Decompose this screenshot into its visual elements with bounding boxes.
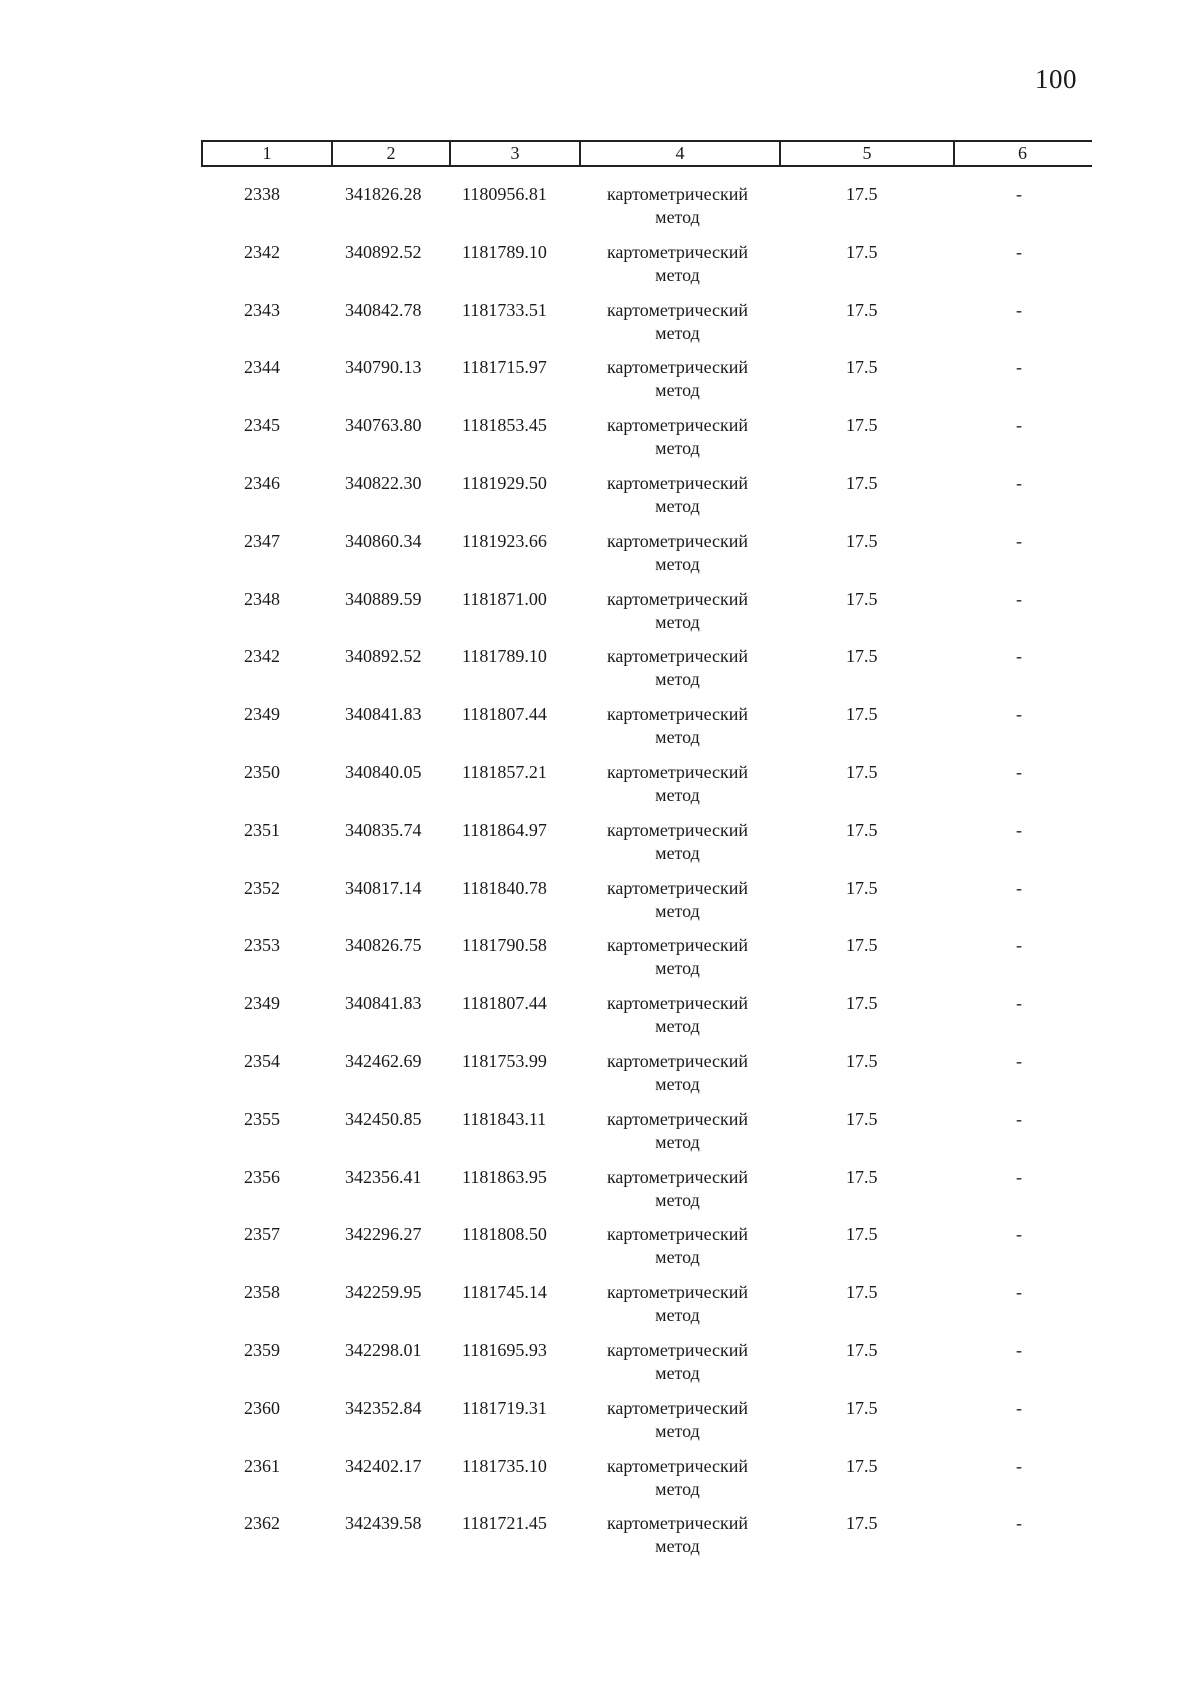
- method-cell: [595, 1223, 760, 1269]
- method-line-2: метод: [655, 380, 700, 401]
- method-line-2: метод: [655, 1420, 700, 1441]
- table-row: [0, 877, 1200, 935]
- table-row: [0, 645, 1200, 703]
- y-coordinate-cell: 1181808.50: [462, 1224, 547, 1245]
- x-coordinate-cell: 340817.14: [345, 877, 422, 898]
- y-coordinate-cell: 1181719.31: [462, 1397, 547, 1418]
- method-line-2: метод: [655, 438, 700, 459]
- table-row: [0, 703, 1200, 761]
- note-cell: -: [1016, 935, 1022, 956]
- table-row: [0, 414, 1200, 472]
- method-line-2: метод: [655, 264, 700, 285]
- method-line-1: картометрический: [606, 704, 749, 725]
- y-coordinate-cell: 1181843.11: [462, 1108, 547, 1129]
- row-id-cell: 2348: [244, 588, 280, 609]
- table-row: [0, 530, 1200, 588]
- table-row: [0, 588, 1200, 646]
- note-cell: -: [1016, 299, 1022, 320]
- x-coordinate-cell: 342450.85: [345, 1108, 422, 1129]
- note-cell: -: [1016, 415, 1022, 436]
- method-line-1: картометрический: [606, 993, 749, 1014]
- method-line-1: картометрический: [606, 1455, 749, 1476]
- y-coordinate-cell: 1181789.10: [462, 646, 547, 667]
- method-line-2: метод: [655, 1305, 700, 1326]
- x-coordinate-cell: 340860.34: [345, 530, 422, 551]
- table-row: [0, 356, 1200, 414]
- y-coordinate-cell: 1181807.44: [462, 704, 547, 725]
- precision-cell: 17.5: [846, 588, 878, 609]
- x-coordinate-cell: 340842.78: [345, 299, 422, 320]
- x-coordinate-cell: 340840.05: [345, 761, 422, 782]
- precision-cell: 17.5: [846, 1166, 878, 1187]
- note-cell: -: [1016, 993, 1022, 1014]
- method-line-1: картометрический: [606, 415, 749, 436]
- y-coordinate-cell: 1181789.10: [462, 241, 547, 262]
- x-coordinate-cell: 342356.41: [345, 1166, 422, 1187]
- method-cell: [595, 1455, 760, 1501]
- table-header: [201, 140, 1092, 167]
- method-line-1: картометрический: [606, 1166, 749, 1187]
- x-coordinate-cell: 342296.27: [345, 1224, 422, 1245]
- x-coordinate-cell: 341826.28: [345, 184, 422, 204]
- note-cell: -: [1016, 1166, 1022, 1187]
- row-id-cell: 2342: [244, 646, 280, 667]
- precision-cell: 17.5: [846, 415, 878, 436]
- method-line-1: картометрический: [606, 819, 749, 840]
- precision-cell: 17.5: [846, 1397, 878, 1418]
- table-row: [0, 1223, 1200, 1281]
- table-row: [0, 1397, 1200, 1455]
- method-cell: [595, 530, 760, 576]
- x-coordinate-cell: 340835.74: [345, 819, 422, 840]
- method-line-2: метод: [655, 958, 700, 979]
- method-line-2: метод: [655, 1478, 700, 1499]
- method-line-1: картометрический: [606, 1339, 749, 1360]
- method-line-1: картометрический: [606, 935, 749, 956]
- method-line-2: метод: [655, 1131, 700, 1152]
- table-row: [0, 1050, 1200, 1108]
- row-id-cell: 2354: [244, 1050, 280, 1071]
- precision-cell: 17.5: [846, 1339, 878, 1360]
- table-body: [0, 183, 1200, 1570]
- x-coordinate-cell: 340889.59: [345, 588, 422, 609]
- x-coordinate-cell: 340826.75: [345, 935, 422, 956]
- note-cell: -: [1016, 1224, 1022, 1245]
- precision-cell: 17.5: [846, 993, 878, 1014]
- table-row: [0, 299, 1200, 357]
- page-number: 100: [1035, 64, 1077, 94]
- x-coordinate-cell: 340822.30: [345, 472, 422, 493]
- row-id-cell: 2347: [244, 530, 280, 551]
- y-coordinate-cell: 1181853.45: [462, 415, 547, 436]
- table-row: [0, 1166, 1200, 1224]
- precision-cell: 17.5: [846, 299, 878, 320]
- method-cell: [595, 703, 760, 749]
- precision-cell: 17.5: [846, 1224, 878, 1245]
- y-coordinate-cell: 1181871.00: [462, 588, 547, 609]
- row-id-cell: 2346: [244, 472, 280, 493]
- method-line-2: метод: [655, 669, 700, 690]
- row-id-cell: 2352: [244, 877, 280, 898]
- note-cell: -: [1016, 241, 1022, 262]
- y-coordinate-cell: 1181695.93: [462, 1339, 547, 1360]
- precision-cell: 17.5: [846, 1282, 878, 1303]
- method-cell: [595, 645, 760, 691]
- y-coordinate-cell: 1180956.81: [462, 184, 547, 204]
- y-coordinate-cell: 1181864.97: [462, 819, 547, 840]
- header-cell-1: 1: [262, 143, 272, 163]
- x-coordinate-cell: 342259.95: [345, 1282, 422, 1303]
- method-line-1: картометрический: [606, 1397, 749, 1418]
- table-row: [0, 992, 1200, 1050]
- note-cell: -: [1016, 1282, 1022, 1303]
- method-line-2: метод: [655, 1189, 700, 1210]
- method-line-2: метод: [655, 1247, 700, 1268]
- y-coordinate-cell: 1181721.45: [462, 1513, 547, 1534]
- table-row: [0, 934, 1200, 992]
- row-id-cell: 2345: [244, 415, 280, 436]
- y-coordinate-cell: 1181807.44: [462, 993, 547, 1014]
- x-coordinate-cell: 342462.69: [345, 1050, 422, 1071]
- note-cell: -: [1016, 530, 1022, 551]
- precision-cell: 17.5: [846, 472, 878, 493]
- method-cell: [595, 1281, 760, 1327]
- table-row: [0, 183, 1200, 241]
- method-line-2: метод: [655, 1536, 700, 1557]
- y-coordinate-cell: 1181790.58: [462, 935, 547, 956]
- header-cell-2: 2: [331, 142, 449, 165]
- method-cell: [595, 761, 760, 807]
- note-cell: -: [1016, 704, 1022, 725]
- x-coordinate-cell: 340841.83: [345, 704, 422, 725]
- method-line-2: метод: [655, 727, 700, 748]
- method-cell: [595, 1166, 760, 1212]
- method-cell: [595, 1512, 760, 1558]
- y-coordinate-cell: 1181715.97: [462, 357, 547, 378]
- row-id-cell: 2343: [244, 299, 280, 320]
- method-cell: [595, 877, 760, 923]
- row-id-cell: 2356: [244, 1166, 280, 1187]
- method-cell: [595, 588, 760, 634]
- method-line-2: метод: [655, 495, 700, 516]
- method-cell: [595, 934, 760, 980]
- precision-cell: 17.5: [846, 704, 878, 725]
- table-row: [0, 472, 1200, 530]
- row-id-cell: 2358: [244, 1282, 280, 1303]
- note-cell: -: [1016, 761, 1022, 782]
- method-cell: [595, 183, 760, 229]
- header-cell-4: 4: [579, 142, 779, 165]
- table-row: [0, 1455, 1200, 1513]
- x-coordinate-cell: 342439.58: [345, 1513, 422, 1534]
- method-cell: [595, 819, 760, 865]
- precision-cell: 17.5: [846, 530, 878, 551]
- note-cell: -: [1016, 1108, 1022, 1129]
- row-id-cell: 2344: [244, 357, 280, 378]
- precision-cell: 17.5: [846, 1108, 878, 1129]
- note-cell: -: [1016, 646, 1022, 667]
- y-coordinate-cell: 1181745.14: [462, 1282, 547, 1303]
- method-line-1: картометрический: [606, 241, 749, 262]
- method-cell: [595, 356, 760, 402]
- y-coordinate-cell: 1181735.10: [462, 1455, 547, 1476]
- precision-cell: 17.5: [846, 761, 878, 782]
- method-line-2: метод: [655, 322, 700, 343]
- precision-cell: 17.5: [846, 1513, 878, 1534]
- method-line-2: метод: [655, 611, 700, 632]
- row-id-cell: 2350: [244, 761, 280, 782]
- row-id-cell: 2349: [244, 704, 280, 725]
- header-cell-6: 6: [953, 142, 1090, 165]
- method-line-1: картометрический: [606, 530, 749, 551]
- table-row: [0, 1108, 1200, 1166]
- method-line-1: картометрический: [606, 588, 749, 609]
- table-row: [0, 761, 1200, 819]
- method-line-1: картометрический: [606, 761, 749, 782]
- row-id-cell: 2357: [244, 1224, 280, 1245]
- table-row: [0, 241, 1200, 299]
- row-id-cell: 2349: [244, 993, 280, 1014]
- row-id-cell: 2362: [244, 1513, 280, 1534]
- method-line-1: картометрический: [606, 1282, 749, 1303]
- method-line-1: картометрический: [606, 1108, 749, 1129]
- method-line-1: картометрический: [606, 357, 749, 378]
- precision-cell: 17.5: [846, 241, 878, 262]
- method-cell: [595, 472, 760, 518]
- x-coordinate-cell: 340790.13: [345, 357, 422, 378]
- method-line-1: картометрический: [606, 1224, 749, 1245]
- method-line-1: картометрический: [606, 299, 749, 320]
- precision-cell: 17.5: [846, 1455, 878, 1476]
- note-cell: -: [1016, 184, 1022, 204]
- row-id-cell: 2353: [244, 935, 280, 956]
- y-coordinate-cell: 1181857.21: [462, 761, 547, 782]
- precision-cell: 17.5: [846, 819, 878, 840]
- x-coordinate-cell: 342352.84: [345, 1397, 422, 1418]
- x-coordinate-cell: 340763.80: [345, 415, 422, 436]
- note-cell: -: [1016, 357, 1022, 378]
- method-cell: [595, 299, 760, 345]
- row-id-cell: 2355: [244, 1108, 280, 1129]
- note-cell: -: [1016, 588, 1022, 609]
- method-line-1: картометрический: [606, 1050, 749, 1071]
- row-id-cell: 2338: [244, 184, 280, 204]
- x-coordinate-cell: 340841.83: [345, 993, 422, 1014]
- table-row: [0, 1339, 1200, 1397]
- method-line-2: метод: [655, 1016, 700, 1037]
- table-row: [0, 1281, 1200, 1339]
- note-cell: -: [1016, 1455, 1022, 1476]
- method-cell: [595, 241, 760, 287]
- method-line-1: картометрический: [606, 184, 749, 204]
- y-coordinate-cell: 1181929.50: [462, 472, 547, 493]
- method-cell: [595, 992, 760, 1038]
- table-row: [0, 819, 1200, 877]
- note-cell: -: [1016, 1339, 1022, 1360]
- note-cell: -: [1016, 1397, 1022, 1418]
- row-id-cell: 2360: [244, 1397, 280, 1418]
- row-id-cell: 2351: [244, 819, 280, 840]
- precision-cell: 17.5: [846, 184, 878, 204]
- header-cell-3: 3: [449, 142, 579, 165]
- method-line-2: метод: [655, 553, 700, 574]
- method-cell: [595, 1397, 760, 1443]
- x-coordinate-cell: 342402.17: [345, 1455, 422, 1476]
- method-line-2: метод: [655, 900, 700, 921]
- precision-cell: 17.5: [846, 935, 878, 956]
- method-line-1: картометрический: [606, 1513, 749, 1534]
- header-cell-5: 5: [779, 142, 953, 165]
- method-cell: [595, 1339, 760, 1385]
- y-coordinate-cell: 1181733.51: [462, 299, 547, 320]
- note-cell: -: [1016, 819, 1022, 840]
- method-line-2: метод: [655, 207, 700, 227]
- method-cell: [595, 1108, 760, 1154]
- method-line-1: картометрический: [606, 472, 749, 493]
- y-coordinate-cell: 1181840.78: [462, 877, 547, 898]
- method-line-2: метод: [655, 842, 700, 863]
- method-line-1: картометрический: [606, 646, 749, 667]
- note-cell: -: [1016, 472, 1022, 493]
- method-line-2: метод: [655, 1362, 700, 1383]
- x-coordinate-cell: 340892.52: [345, 241, 422, 262]
- note-cell: -: [1016, 1513, 1022, 1534]
- method-line-2: метод: [655, 1073, 700, 1094]
- method-line-2: метод: [655, 784, 700, 805]
- row-id-cell: 2361: [244, 1455, 280, 1476]
- method-line-1: картометрический: [606, 877, 749, 898]
- row-id-cell: 2342: [244, 241, 280, 262]
- row-id-cell: 2359: [244, 1339, 280, 1360]
- y-coordinate-cell: 1181923.66: [462, 530, 547, 551]
- x-coordinate-cell: 340892.52: [345, 646, 422, 667]
- y-coordinate-cell: 1181863.95: [462, 1166, 547, 1187]
- method-cell: [595, 414, 760, 460]
- method-cell: [595, 1050, 760, 1096]
- table-row: [0, 1512, 1200, 1570]
- y-coordinate-cell: 1181753.99: [462, 1050, 547, 1071]
- note-cell: -: [1016, 877, 1022, 898]
- precision-cell: 17.5: [846, 357, 878, 378]
- precision-cell: 17.5: [846, 646, 878, 667]
- x-coordinate-cell: 342298.01: [345, 1339, 422, 1360]
- precision-cell: 17.5: [846, 877, 878, 898]
- note-cell: -: [1016, 1050, 1022, 1071]
- precision-cell: 17.5: [846, 1050, 878, 1071]
